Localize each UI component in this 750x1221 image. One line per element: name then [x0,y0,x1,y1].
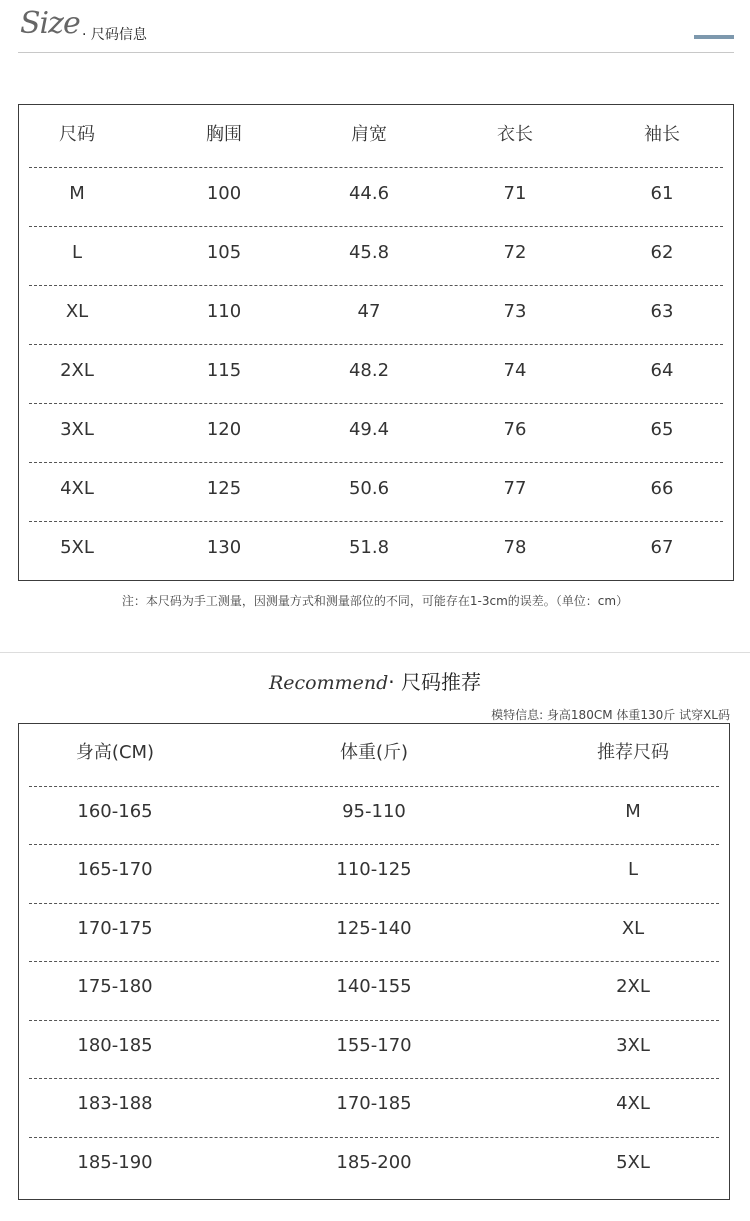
table-row [19,459,733,518]
table-cell: 185-200 [336,1151,412,1173]
header-cell: 衣长 [497,124,533,145]
table-cell: 65 [650,419,674,440]
table-cell: 76 [503,419,527,440]
header-accent-bar [694,35,734,39]
table-cell: 115 [206,360,242,381]
table-cell: 63 [650,301,674,322]
recommend-label: · 尺码推荐 [388,670,482,694]
table-cell: 100 [206,183,242,204]
header-cell: 肩宽 [351,124,387,145]
header-cell: 推荐尺码 [597,742,669,763]
table-cell: 4XL [60,478,94,499]
table-cell: 50.6 [348,478,390,499]
table-cell: 175-180 [77,976,153,997]
header-row [19,105,733,164]
table-row [19,1075,729,1134]
table-cell: 71 [503,183,527,204]
table-row [19,518,733,577]
table-cell: XL [65,301,89,322]
table-cell: 2XL [60,360,94,381]
header-cell: 尺码 [59,124,95,145]
table-row [19,1017,729,1076]
recommend-script-title: Recommend [268,672,389,694]
header-row [19,724,729,783]
table-cell: 61 [650,183,674,204]
table-cell: 180-185 [77,1034,153,1056]
table-cell: L [627,859,639,880]
table-cell: 170-175 [77,917,153,939]
header-cell: 体重(斤) [339,742,409,763]
table-cell: 51.8 [348,537,390,558]
table-cell: 5XL [60,537,94,558]
table-row [19,164,733,223]
table-cell: 64 [650,360,674,381]
size-table [18,104,734,581]
header-cell: 袖长 [644,124,680,145]
table-cell: 72 [503,242,527,263]
table-cell: 110 [206,301,242,322]
table-row [19,783,729,842]
table-row [19,341,733,400]
table-cell: 95-110 [342,800,406,822]
table-cell: 3XL [60,419,94,440]
table-cell: M [69,183,85,204]
table-cell: 78 [503,537,527,558]
table-cell: 125-140 [336,917,412,939]
header-cell: 胸围 [206,124,242,145]
table-cell: 5XL [616,1151,650,1173]
table-cell: 155-170 [336,1034,412,1056]
table-cell: M [625,800,641,822]
recommend-title [0,666,750,695]
table-cell: 140-155 [336,976,412,997]
table-row [19,1134,729,1193]
measurement-note: 注：本尺码为手工测量，因测量方式和测量部位的不同，可能存在1-3cm的误差。（单位：cm） [121,594,629,608]
table-cell: 67 [650,537,674,558]
table-cell: 2XL [616,976,650,997]
table-cell: 105 [206,242,242,263]
table-row [19,400,733,459]
table-cell: XL [621,917,645,939]
table-cell: 183-188 [77,1093,153,1114]
size-header [0,0,750,60]
table-cell: 45.8 [348,242,390,263]
table-cell: 4XL [616,1093,650,1114]
table-cell: 130 [206,537,242,558]
recommend-table [18,723,730,1200]
table-cell: 165-170 [77,859,153,880]
size-script-title: Size [20,6,80,41]
table-cell: 185-190 [77,1151,153,1173]
table-cell: 47 [357,301,381,322]
table-cell: 48.2 [348,360,390,381]
table-cell: 120 [206,419,242,440]
table-row [19,900,729,959]
table-cell: 125 [206,478,242,499]
table-cell: 62 [650,242,674,263]
table-row [19,958,729,1017]
table-cell: 44.6 [348,183,390,204]
model-info: 模特信息: 身高180CM 体重130斤 试穿XL码 [491,708,730,722]
table-row [19,223,733,282]
table-cell: 66 [650,478,674,499]
table-cell: 77 [503,478,527,499]
table-cell: L [71,242,83,263]
table-cell: 110-125 [336,859,412,880]
table-cell: 49.4 [348,419,390,440]
table-row [19,841,729,900]
header-divider [18,52,734,53]
section-divider [0,652,750,653]
table-cell: 3XL [616,1034,650,1056]
size-info-title: · 尺码信息 [82,27,147,43]
table-row [19,282,733,341]
table-cell: 160-165 [77,800,153,822]
header-cell: 身高(CM) [75,742,155,763]
table-cell: 74 [503,360,527,381]
table-cell: 170-185 [336,1093,412,1114]
table-cell: 73 [503,301,527,322]
